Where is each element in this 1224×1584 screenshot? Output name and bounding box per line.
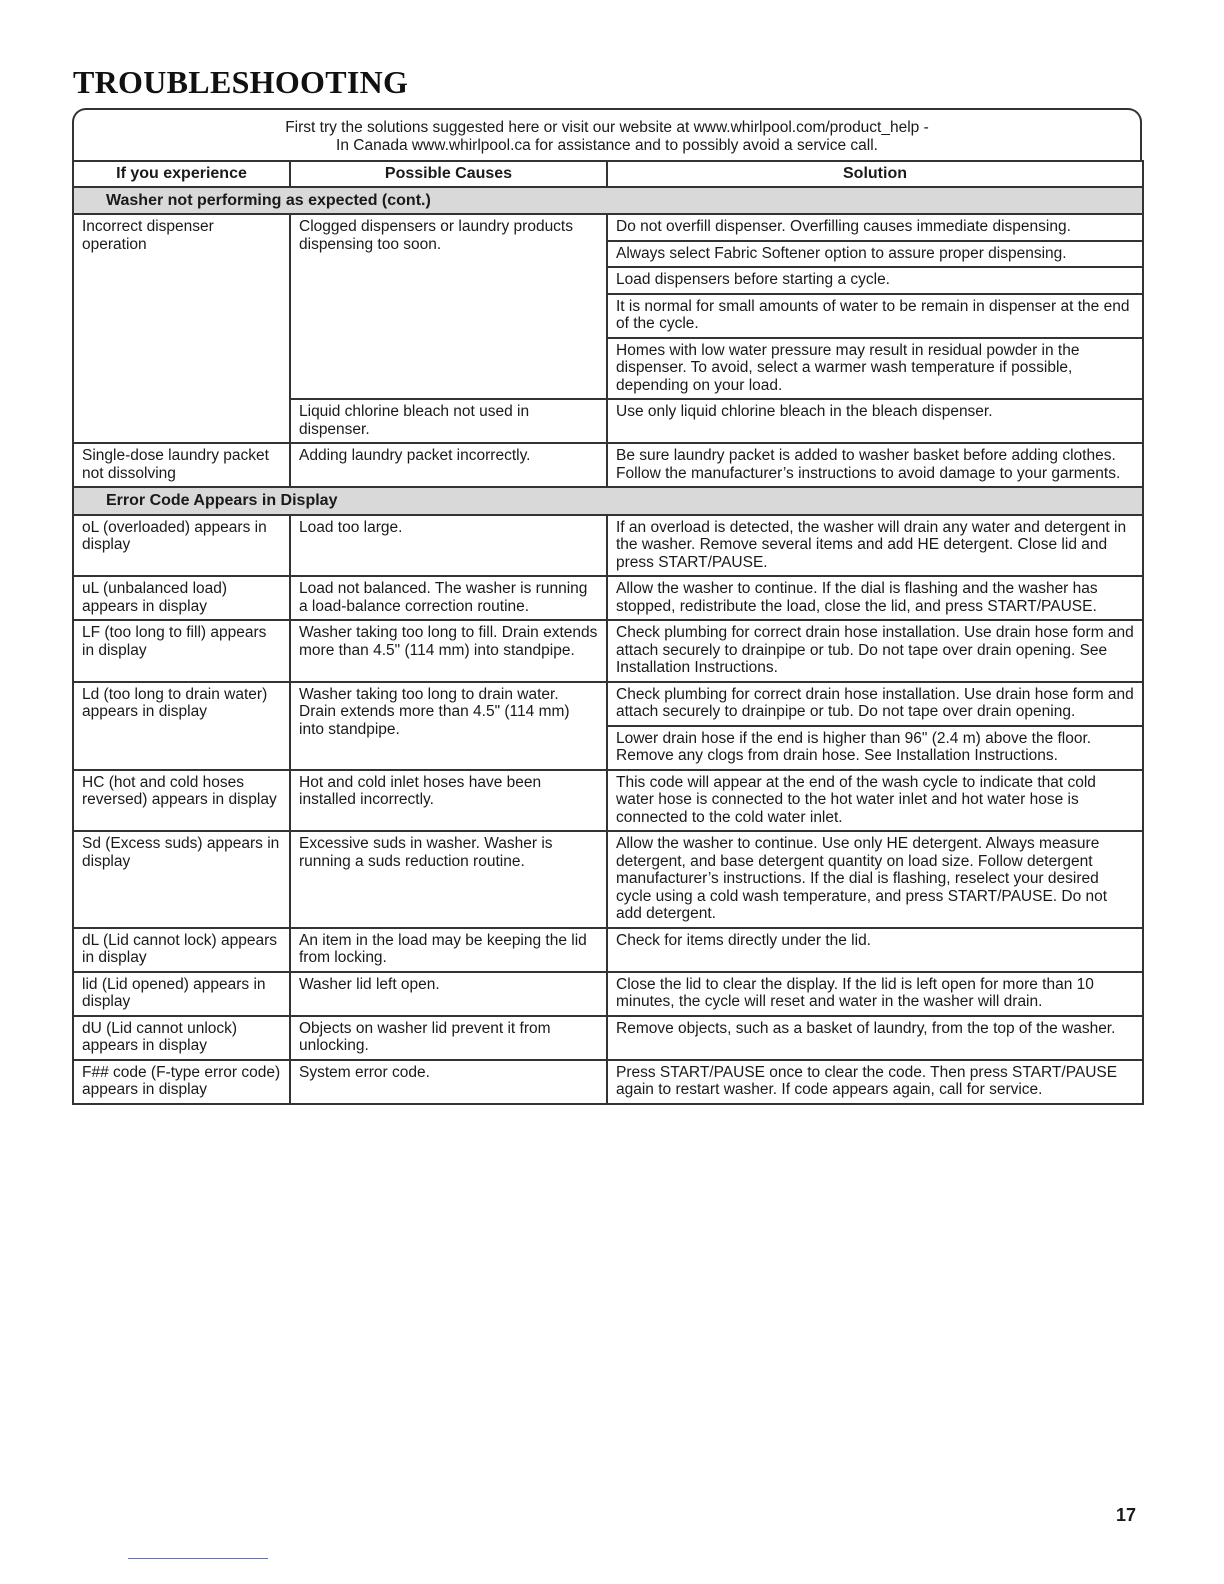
solution-cell: Check plumbing for correct drain hose installation. Use drain hose form and attach securely to drainpipe or tub. Do not tape over drain opening.: [607, 682, 1143, 726]
intro-line-2: In Canada www.whirlpool.ca for assistance and to possibly avoid a service call.: [336, 137, 878, 154]
experience-cell: Single-dose laundry packet not dissolving: [73, 443, 290, 487]
table-row: [73, 1016, 1143, 1060]
solution-cell: Close the lid to clear the display. If the lid is left open for more than 10 minutes, the cycle will reset and water in the washer will drain.: [607, 972, 1143, 1016]
table-row: [73, 831, 1143, 928]
experience-cell: dL (Lid cannot lock) appears in display: [73, 928, 290, 972]
troubleshooting-table: [72, 160, 1144, 1105]
section-title: Error Code Appears in Display: [73, 487, 1143, 515]
experience-cell: LF (too long to fill) appears in display: [73, 620, 290, 682]
solution-cell: Remove objects, such as a basket of laundry, from the top of the washer.: [607, 1016, 1143, 1060]
solution-cell: If an overload is detected, the washer will drain any water and detergent in the washer. Remove several items and add HE detergent. Close lid and press START/PAUSE.: [607, 515, 1143, 577]
table-row: [73, 770, 1143, 832]
table-row: [73, 443, 1143, 487]
experience-cell: Incorrect dispenser operation: [73, 214, 290, 443]
header-row: [73, 161, 1143, 187]
table-row: [73, 1060, 1143, 1104]
solution-cell: Allow the washer to continue. If the dial is flashing and the washer has stopped, redistribute the load, close the lid, and press START/PAUSE.: [607, 576, 1143, 620]
experience-cell: Ld (too long to drain water) appears in display: [73, 682, 290, 770]
section-row: [73, 187, 1143, 215]
table-row: [73, 620, 1143, 682]
cause-cell: Load too large.: [290, 515, 607, 577]
cause-cell: An item in the load may be keeping the lid from locking.: [290, 928, 607, 972]
experience-cell: F## code (F-type error code) appears in display: [73, 1060, 290, 1104]
table-row: [73, 928, 1143, 972]
intro-box: [72, 108, 1142, 160]
solution-cell: Load dispensers before starting a cycle.: [607, 267, 1143, 294]
cause-cell: Washer taking too long to drain water. Drain extends more than 4.5" (114 mm) into standpipe.: [290, 682, 607, 770]
solution-cell: Check for items directly under the lid.: [607, 928, 1143, 972]
cause-cell: Load not balanced. The washer is running a load-balance correction routine.: [290, 576, 607, 620]
table-row: [73, 682, 1143, 726]
solution-cell: Be sure laundry packet is added to washer basket before adding clothes. Follow the manufacturer’s instructions to avoid damage to your garments.: [607, 443, 1143, 487]
cause-cell: Washer lid left open.: [290, 972, 607, 1016]
intro-line-1: First try the solutions suggested here or visit our website at www.whirlpool.com/product_help -: [285, 119, 929, 136]
experience-cell: uL (unbalanced load) appears in display: [73, 576, 290, 620]
cause-cell: Washer taking too long to fill. Drain extends more than 4.5" (114 mm) into standpipe.: [290, 620, 607, 682]
cause-cell: Clogged dispensers or laundry products dispensing too soon.: [290, 214, 607, 399]
solution-cell: This code will appear at the end of the wash cycle to indicate that cold water hose is connected to the hot water inlet and hot water hose is connected to the cold water inlet.: [607, 770, 1143, 832]
cause-cell: Adding laundry packet incorrectly.: [290, 443, 607, 487]
experience-cell: dU (Lid cannot unlock) appears in display: [73, 1016, 290, 1060]
footer-divider: [128, 1558, 268, 1559]
section-row: [73, 487, 1143, 515]
cause-cell: Hot and cold inlet hoses have been installed incorrectly.: [290, 770, 607, 832]
cause-cell: Liquid chlorine bleach not used in dispenser.: [290, 399, 607, 443]
table-row: [73, 972, 1143, 1016]
experience-cell: lid (Lid opened) appears in display: [73, 972, 290, 1016]
cause-cell: System error code.: [290, 1060, 607, 1104]
page-number: 17: [1116, 1505, 1137, 1525]
cause-cell: Objects on washer lid prevent it from unlocking.: [290, 1016, 607, 1060]
cause-cell: Excessive suds in washer. Washer is running a suds reduction routine.: [290, 831, 607, 928]
solution-cell: Use only liquid chlorine bleach in the bleach dispenser.: [607, 399, 1143, 443]
solution-cell: Lower drain hose if the end is higher than 96" (2.4 m) above the floor. Remove any clogs from drain hose. See Installation Instructions.: [607, 726, 1143, 770]
solution-cell: It is normal for small amounts of water to be remain in dispenser at the end of the cycle.: [607, 294, 1143, 338]
header-experience: If you experience: [73, 161, 290, 187]
page-title: TROUBLESHOOTING: [73, 64, 409, 100]
experience-cell: HC (hot and cold hoses reversed) appears in display: [73, 770, 290, 832]
experience-cell: oL (overloaded) appears in display: [73, 515, 290, 577]
solution-cell: Do not overfill dispenser. Overfilling causes immediate dispensing.: [607, 214, 1143, 241]
header-solution: Solution: [607, 161, 1143, 187]
table-row: [73, 576, 1143, 620]
table-row: [73, 214, 1143, 241]
header-causes: Possible Causes: [290, 161, 607, 187]
section-title: Washer not performing as expected (cont.): [73, 187, 1143, 215]
table-row: [73, 515, 1143, 577]
solution-cell: Allow the washer to continue. Use only HE detergent. Always measure detergent, and base detergent quantity on load size. Follow detergent manufacturer’s instructions. If the dial is flashing, reselect your desired cycle using a cold wash temperature, and press START/PAUSE. Do not add detergent.: [607, 831, 1143, 928]
solution-cell: Check plumbing for correct drain hose installation. Use drain hose form and attach securely to drainpipe or tub. Do not tape over drain opening. See Installation Instructions.: [607, 620, 1143, 682]
solution-cell: Homes with low water pressure may result in residual powder in the dispenser. To avoid, select a warmer wash temperature if possible, depending on your load.: [607, 338, 1143, 400]
solution-cell: Always select Fabric Softener option to assure proper dispensing.: [607, 241, 1143, 268]
experience-cell: Sd (Excess suds) appears in display: [73, 831, 290, 928]
solution-cell: Press START/PAUSE once to clear the code. Then press START/PAUSE again to restart washer. If code appears again, call for service.: [607, 1060, 1143, 1104]
